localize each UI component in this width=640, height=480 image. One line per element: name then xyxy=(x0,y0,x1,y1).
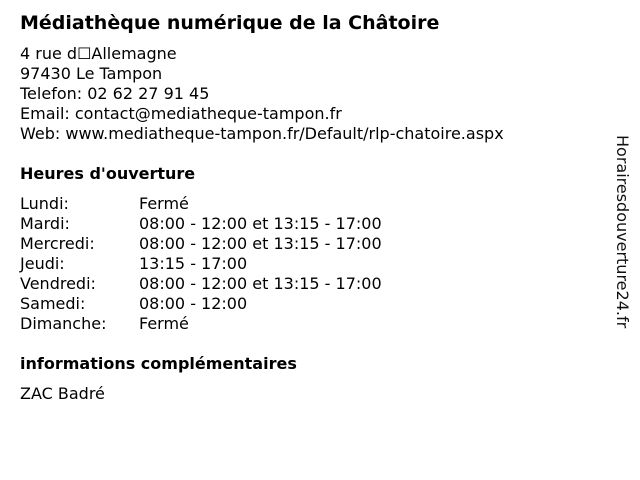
contact-block xyxy=(20,44,504,144)
web-line: Web: www.mediatheque-tampon.fr/Default/rlp-chatoire.aspx xyxy=(20,124,504,143)
info-text: ZAC Badré xyxy=(20,384,105,403)
hours-heading: Heures d'ouverture xyxy=(20,164,196,183)
day-label: Vendredi: xyxy=(20,274,96,293)
day-hours: Fermé xyxy=(139,194,189,213)
hours-row-thursday xyxy=(20,254,440,274)
phone-line: Telefon: 02 62 27 91 45 xyxy=(20,84,210,103)
address-street: 4 rue d☐Allemagne xyxy=(20,44,177,63)
site-watermark: Horairesdouverture24.fr xyxy=(613,135,632,329)
address-city: 97430 Le Tampon xyxy=(20,64,163,83)
hours-table xyxy=(20,194,440,334)
hours-row-tuesday xyxy=(20,214,440,234)
day-hours: 08:00 - 12:00 et 13:15 - 17:00 xyxy=(139,274,382,293)
day-hours: 08:00 - 12:00 et 13:15 - 17:00 xyxy=(139,234,382,253)
day-label: Samedi: xyxy=(20,294,86,313)
day-hours: Fermé xyxy=(139,314,189,333)
hours-row-saturday xyxy=(20,294,440,314)
info-heading: informations complémentaires xyxy=(20,354,297,373)
hours-row-friday xyxy=(20,274,440,294)
day-hours: 08:00 - 12:00 et 13:15 - 17:00 xyxy=(139,214,382,233)
page-title: Médiathèque numérique de la Châtoire xyxy=(20,12,440,34)
hours-row-monday xyxy=(20,194,440,214)
day-label: Mardi: xyxy=(20,214,70,233)
day-label: Jeudi: xyxy=(20,254,65,273)
day-hours: 08:00 - 12:00 xyxy=(139,294,248,313)
day-hours: 13:15 - 17:00 xyxy=(139,254,248,273)
hours-row-sunday xyxy=(20,314,440,334)
hours-row-wednesday xyxy=(20,234,440,254)
day-label: Mercredi: xyxy=(20,234,95,253)
day-label: Lundi: xyxy=(20,194,69,213)
day-label: Dimanche: xyxy=(20,314,107,333)
email-line: Email: contact@mediatheque-tampon.fr xyxy=(20,104,342,123)
